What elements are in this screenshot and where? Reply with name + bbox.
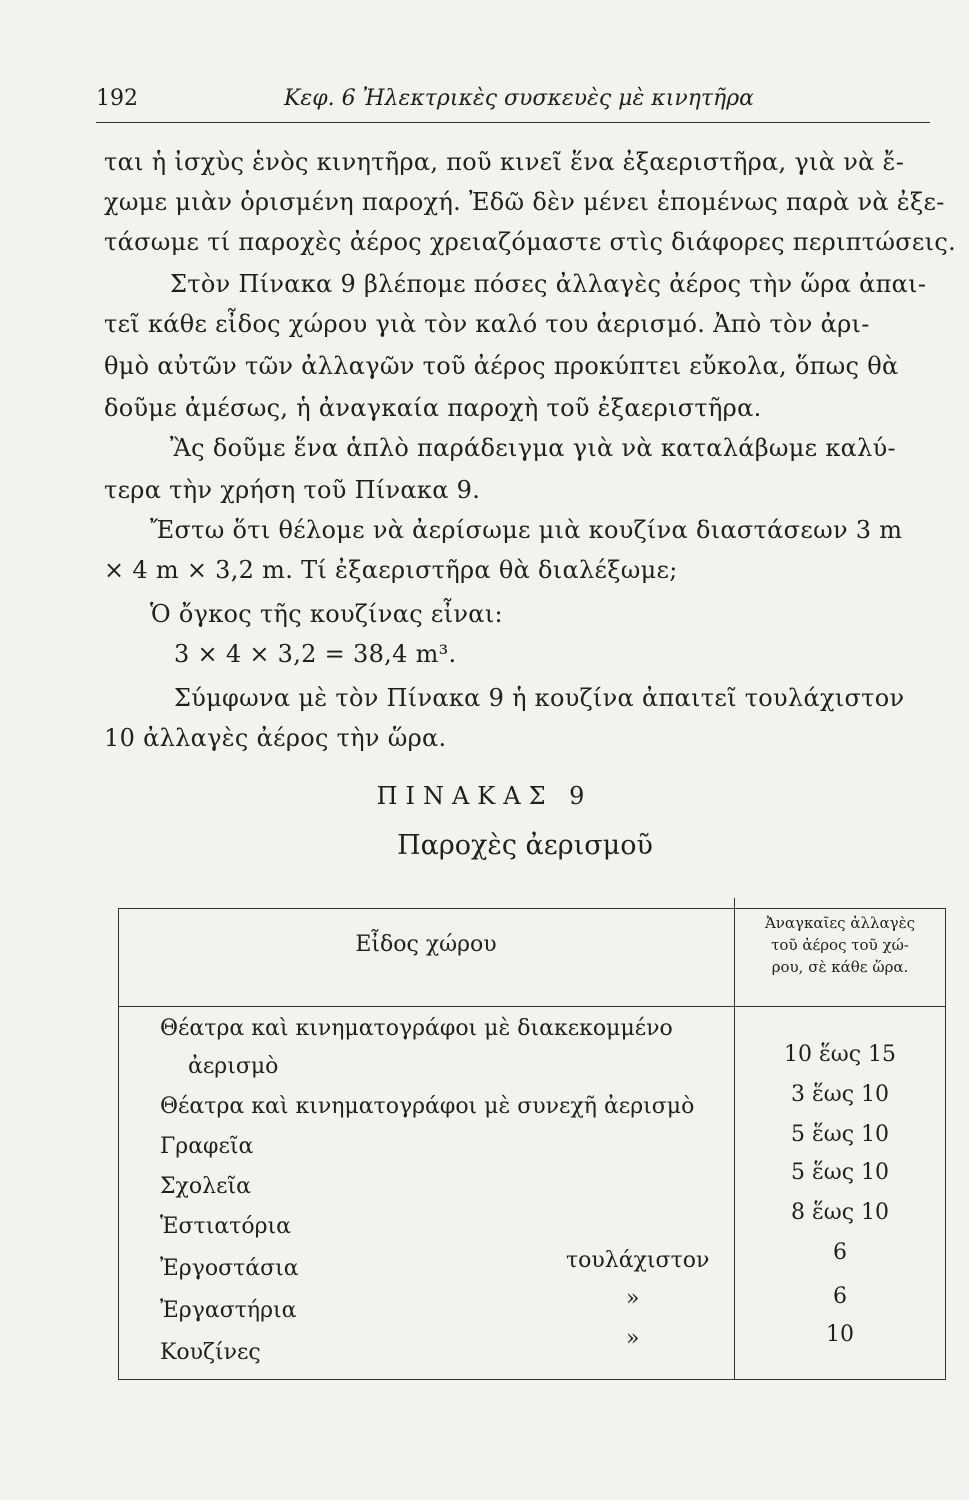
header-line: ρου, σὲ κάθε ὥρα.: [771, 958, 909, 976]
header-line: Ἀναγκαῖες ἀλλαγὲς: [764, 914, 916, 932]
table-row-label: Ἑστιατόρια: [160, 1214, 292, 1239]
chapter-title: Κεφ. 6 Ἠλεκτρικὲς συσκευὲς μὲ κινητῆρα: [284, 86, 755, 111]
body-line: Ὁ ὄγκος τῆς κουζίνας εἶναι:: [150, 600, 503, 628]
body-line: τεῖ κάθε εἶδος χώρου γιὰ τὸν καλό του ἀερισμό. Ἀπὸ τὸν ἀρι-: [104, 310, 870, 338]
table-title: Παροχὲς ἀερισμοῦ: [397, 830, 653, 861]
table-row-value: 6: [833, 1240, 847, 1265]
table-row-value: 8 ἕως 10: [790, 1200, 890, 1225]
table-row-label: Ἐργαστήρια: [160, 1298, 297, 1323]
table-row-note: »: [626, 1326, 640, 1351]
body-line: τερα τὴν χρήση τοῦ Πίνακα 9.: [104, 476, 481, 504]
page-header: [96, 86, 930, 122]
body-line: Ἔστω ὅτι θέλομε νὰ ἀερίσωμε μιὰ κουζίνα διαστάσεων 3 m: [150, 516, 903, 544]
table-row-value: 5 ἕως 10: [790, 1160, 890, 1185]
table-row-value: 6: [833, 1284, 847, 1309]
body-line: χωμε μιὰν ὁρισμένη παροχή. Ἐδῶ δὲν μένει ἑπομένως παρὰ νὰ ἐξε-: [104, 188, 945, 216]
body-line: Στὸν Πίνακα 9 βλέπομε πόσες ἀλλαγὲς ἀέρος τὴν ὥρα ἀπαι-: [170, 270, 927, 298]
table-row-label: Ἐργοστάσια: [160, 1256, 299, 1281]
table-row-label: Κουζίνες: [160, 1340, 261, 1365]
table-row-note: τουλάχιστον: [566, 1248, 710, 1273]
table-header-space-type: Εἶδος χώρου: [355, 932, 497, 957]
formula-line: 3 × 4 × 3,2 = 38,4 m³.: [174, 640, 457, 668]
table-row-label-continued: ἀερισμὸ: [188, 1054, 279, 1079]
table-row-value: 10: [826, 1322, 854, 1347]
table-row-label: Θέατρα καὶ κινηματογράφοι μὲ διακεκομμένο: [160, 1016, 673, 1041]
table-row-label: Θέατρα καὶ κινηματογράφοι μὲ συνεχῆ ἀερισμὸ: [160, 1094, 695, 1119]
header-line: τοῦ ἀέρος τοῦ χώ-: [771, 936, 909, 954]
table-row-value: 3 ἕως 10: [790, 1082, 890, 1107]
table-label: ΠΙΝΑΚΑΣ 9: [376, 782, 593, 810]
body-line: τάσωμε τί παροχὲς ἀέρος χρειαζόμαστε στὶς διάφορες περιπτώσεις.: [104, 228, 957, 256]
body-line: Ἂς δοῦμε ἕνα ἁπλὸ παράδειγμα γιὰ νὰ καταλάβωμε καλύ-: [170, 434, 896, 462]
header-rule: [96, 122, 930, 123]
table-row-label: Γραφεῖα: [160, 1134, 254, 1159]
table-row-value: 5 ἕως 10: [790, 1122, 890, 1147]
body-line: 10 ἀλλαγὲς ἀέρος τὴν ὥρα.: [104, 724, 447, 752]
table-header-air-changes: [734, 912, 946, 978]
body-line: δοῦμε ἀμέσως, ἡ ἀναγκαία παροχὴ τοῦ ἐξαεριστῆρα.: [104, 394, 762, 422]
body-line: Σύμφωνα μὲ τὸν Πίνακα 9 ἡ κουζίνα ἀπαιτεῖ τουλάχιστον: [174, 684, 905, 712]
body-line: ται ἡ ἰσχὺς ἑνὸς κινητῆρα, ποῦ κινεῖ ἕνα ἐξαεριστῆρα, γιὰ νὰ ἔ-: [104, 148, 905, 176]
table-row-note: »: [626, 1286, 640, 1311]
body-line: × 4 m × 3,2 m. Τί ἐξαεριστῆρα θὰ διαλέξωμε;: [104, 556, 678, 584]
table-row-value: 10 ἕως 15: [783, 1042, 897, 1067]
page-number: 192: [96, 86, 138, 111]
body-line: θμὸ αὐτῶν τῶν ἀλλαγῶν τοῦ ἀέρος προκύπτει εὔκολα, ὅπως θὰ: [104, 352, 899, 380]
table-header-divider: [118, 1006, 946, 1007]
table-row-label: Σχολεῖα: [160, 1174, 251, 1199]
